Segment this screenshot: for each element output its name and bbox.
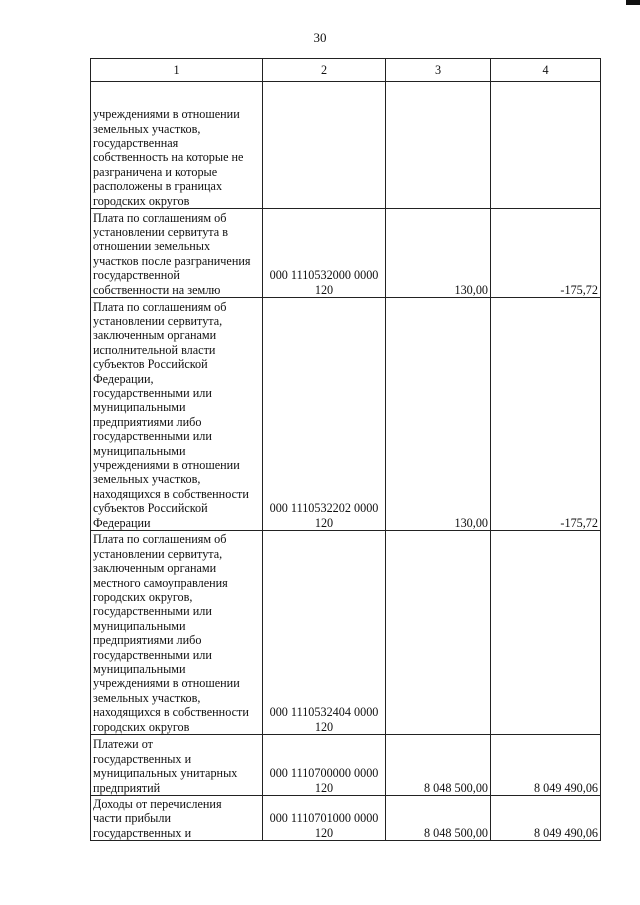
row-code-cell: 000 1110532202 0000 120 bbox=[263, 298, 386, 531]
row-value-1-cell bbox=[386, 531, 491, 735]
header-cell-value-2: 4 bbox=[491, 59, 601, 82]
header-cell-code: 2 bbox=[263, 59, 386, 82]
row-name-cell: Плата по соглашениям об установлении сервитута, заключенным органами исполнительной власти субъектов Российской Федерации, государственными или муниципальными предприятиями либо государственными или муниципальными учреждениями в отношении земельных участков, находящихся в собственности субъектов Российской Федерации bbox=[91, 298, 263, 531]
table-row bbox=[91, 796, 601, 841]
row-code-cell bbox=[263, 82, 386, 209]
budget-revenue-table bbox=[90, 58, 601, 841]
row-value-2-cell: -175,72 bbox=[491, 298, 601, 531]
row-name-cell: Плата по соглашениям об установлении сервитута, заключенным органами местного самоуправления городских округов, государственными или муниципальными предприятиями либо государственными или муниципальными учреждениями в отношении земельных участков, находящихся в собственности городских округов bbox=[91, 531, 263, 735]
header-cell-name: 1 bbox=[91, 59, 263, 82]
row-code-cell: 000 1110700000 0000 120 bbox=[263, 735, 386, 796]
table-row bbox=[91, 298, 601, 531]
row-value-1-cell: 130,00 bbox=[386, 298, 491, 531]
row-code-cell: 000 1110532000 0000 120 bbox=[263, 209, 386, 298]
row-value-2-cell: -175,72 bbox=[491, 209, 601, 298]
row-name-cell: учреждениями в отношении земельных участков, государственная собственность на которые не разграничена и которые расположены в границах городских округов bbox=[91, 82, 263, 209]
row-value-1-cell bbox=[386, 82, 491, 209]
row-value-1-cell: 8 048 500,00 bbox=[386, 735, 491, 796]
row-value-2-cell: 8 049 490,06 bbox=[491, 735, 601, 796]
row-value-2-cell bbox=[491, 531, 601, 735]
row-name-cell: Платежи от государственных и муниципальных унитарных предприятий bbox=[91, 735, 263, 796]
row-value-2-cell: 8 049 490,06 bbox=[491, 796, 601, 841]
table-row bbox=[91, 209, 601, 298]
row-value-1-cell: 8 048 500,00 bbox=[386, 796, 491, 841]
row-name-cell: Плата по соглашениям об установлении сервитута в отношении земельных участков после разграничения государственной собственности на землю bbox=[91, 209, 263, 298]
row-name-cell: Доходы от перечисления части прибыли государственных и bbox=[91, 796, 263, 841]
row-value-1-cell: 130,00 bbox=[386, 209, 491, 298]
table-header-row bbox=[91, 59, 601, 82]
table-row bbox=[91, 531, 601, 735]
scan-corner-mark bbox=[626, 0, 640, 5]
table-row bbox=[91, 735, 601, 796]
table-row bbox=[91, 82, 601, 209]
header-cell-value-1: 3 bbox=[386, 59, 491, 82]
page-number: 30 bbox=[313, 30, 327, 45]
row-code-cell: 000 1110532404 0000 120 bbox=[263, 531, 386, 735]
row-value-2-cell bbox=[491, 82, 601, 209]
row-code-cell: 000 1110701000 0000 120 bbox=[263, 796, 386, 841]
